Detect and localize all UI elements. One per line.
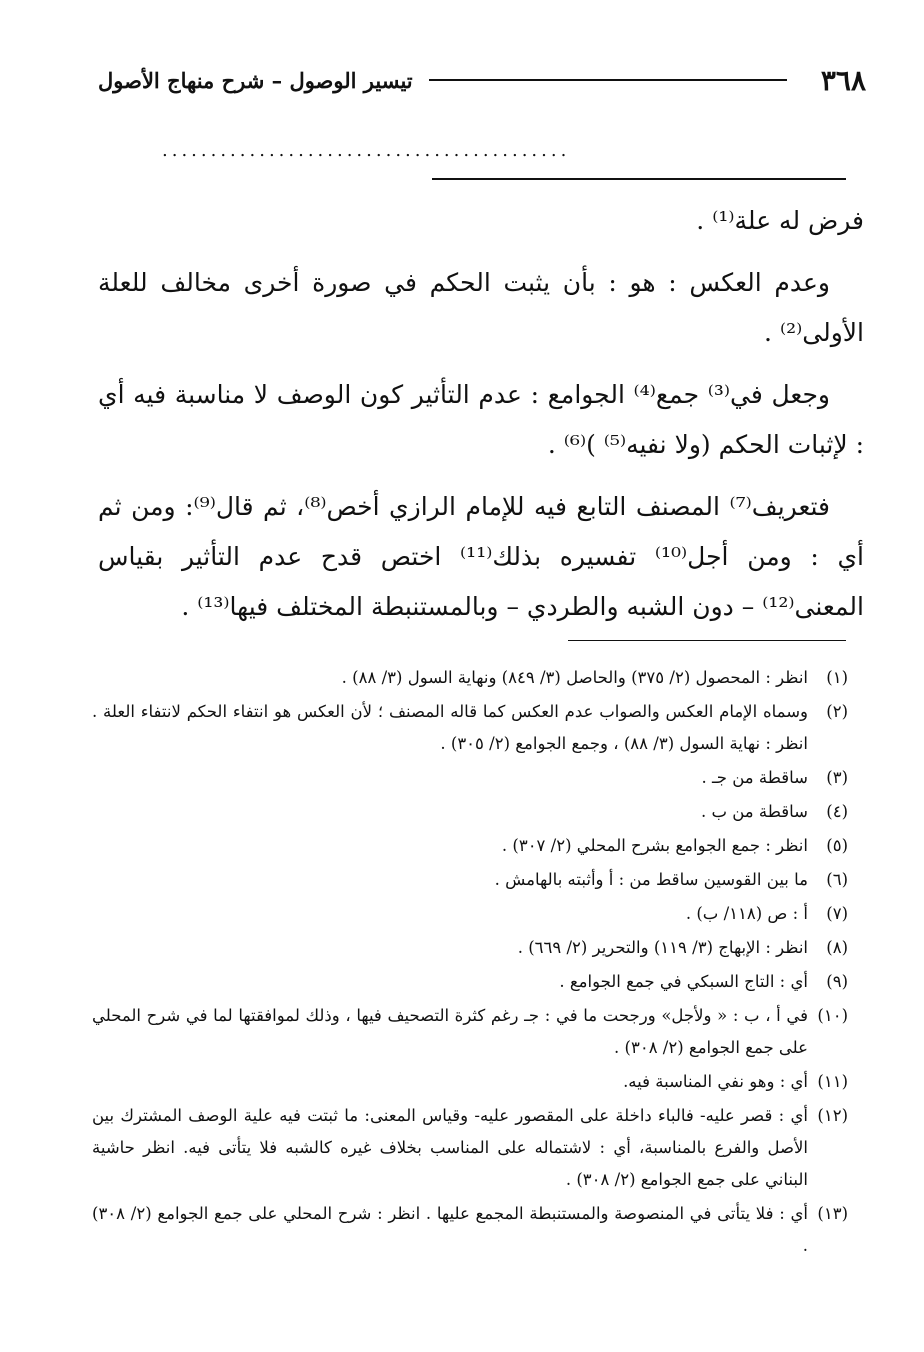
footnote-number: (٢) (826, 702, 848, 721)
footnote-number: (٦) (826, 870, 848, 889)
separator-dots: .......................................... (162, 140, 571, 161)
footnote (92, 1100, 848, 1196)
running-title: تيسير الوصول – شرح منهاج الأصول (98, 67, 413, 93)
footnote-text: ما بين القوسين ساقط من : أ وأثبته بالهامش . (494, 870, 808, 889)
footnote-number: (١٠) (817, 1006, 848, 1025)
footnote (92, 696, 848, 760)
footnote (92, 966, 848, 998)
footnote (92, 1000, 848, 1064)
header-rule (429, 79, 787, 81)
footnote-number: (١٢) (817, 1106, 848, 1125)
paragraph: فرض له علة⁽¹⁾ . (696, 206, 864, 235)
footnote-number: (١) (826, 668, 848, 687)
footnote-text: أي : فلا يتأتى في المنصوصة والمستنبطة المجمع عليها . انظر : شرح المحلي على جمع الجوامع (٢/ ٣٠٨) . (92, 1204, 808, 1255)
footnote-number: (٥) (826, 836, 848, 855)
footnote-text: انظر : الإبهاج (٣/ ١١٩) والتحرير (٢/ ٦٦٩) . (517, 938, 808, 957)
main-text (98, 196, 864, 644)
footnote-number: (١٣) (817, 1204, 848, 1223)
footnote-number: (٤) (826, 802, 848, 821)
footnote-text: ساقطة من جـ . (701, 768, 808, 787)
top-rule (432, 178, 846, 180)
footnote-number: (٩) (826, 972, 848, 991)
paragraph: وعدم العكس : هو : بأن يثبت الحكم في صورة أخرى مخالف للعلة الأولى⁽²⁾ . (98, 268, 864, 347)
footnote-number: (٧) (826, 904, 848, 923)
footnote (92, 864, 848, 896)
footnote-text: ساقطة من ب . (700, 802, 808, 821)
footnote-text: أ : ص (١١٨/ ب) . (685, 904, 808, 923)
footnote-text: أي : قصر عليه- فالباء داخلة على المقصور عليه- وقياس المعنى: ما ثبتت فيه علية الوصف المشترك بين الأصل والفرع بالمناسبة، أي : لاشتماله على المناسب بخلاف غيره كالشبه فلا يتأتى فيه. انظر حاشية البناني على جمع الجوامع (٢/ ٣٠٨) . (92, 1106, 808, 1189)
footnote-text: أي : التاج السبكي في جمع الجوامع . (559, 972, 808, 991)
footnote-text: أي : وهو نفي المناسبة فيه. (623, 1072, 808, 1091)
footnote (92, 830, 848, 862)
footnote (92, 932, 848, 964)
paragraph: وجعل في⁽³⁾ جمع⁽⁴⁾ الجوامع : عدم التأثير كون الوصف لا مناسبة فيه أي : لإثبات الحكم (ولا نفيه⁽⁵⁾ )⁽⁶⁾ . (98, 380, 864, 459)
footnote-rule (568, 640, 846, 641)
paragraph: فتعريف⁽⁷⁾ المصنف التابع فيه للإمام الرازي أخص⁽⁸⁾، ثم قال⁽⁹⁾: ومن ثم أي : ومن أجل⁽¹⁰⁾ تفسيره بذلك⁽¹¹⁾ اختص قدح عدم التأثير بقياس المعنى⁽¹²⁾ – دون الشبه والطردي – وبالمستنبطة المختلف فيها⁽¹³⁾ . (98, 492, 864, 621)
footnote-text: وسماه الإمام العكس والصواب عدم العكس كما قاله المصنف ؛ لأن العكس هو انتفاء الحكم لانتفاء العلة . انظر : نهاية السول (٣/ ٨٨) ، وجمع الجوامع (٢/ ٣٠٥) . (92, 702, 808, 753)
footnote-number: (١١) (817, 1072, 848, 1091)
footnotes (92, 662, 848, 1264)
footnote-text: في أ ، ب : « ولأجل» ورجحت ما في : جـ رغم كثرة التصحيف فيها ، وذلك لموافقتها لما في شرح المحلي على جمع الجوامع (٢/ ٣٠٨) . (92, 1006, 808, 1057)
footnote (92, 898, 848, 930)
footnote-number: (٣) (826, 768, 848, 787)
footnote-text: انظر : جمع الجوامع بشرح المحلي (٢/ ٣٠٧) . (501, 836, 808, 855)
footnote (92, 1198, 848, 1262)
footnote (92, 762, 848, 794)
footnote-text: انظر : المحصول (٢/ ٣٧٥) والحاصل (٣/ ٨٤٩) ونهاية السول (٣/ ٨٨) . (341, 668, 808, 687)
footnote (92, 796, 848, 828)
footnote (92, 1066, 848, 1098)
page-header (98, 58, 866, 102)
footnote-number: (٨) (826, 938, 848, 957)
page-number: ٣٦٨ (820, 63, 866, 97)
footnote (92, 662, 848, 694)
